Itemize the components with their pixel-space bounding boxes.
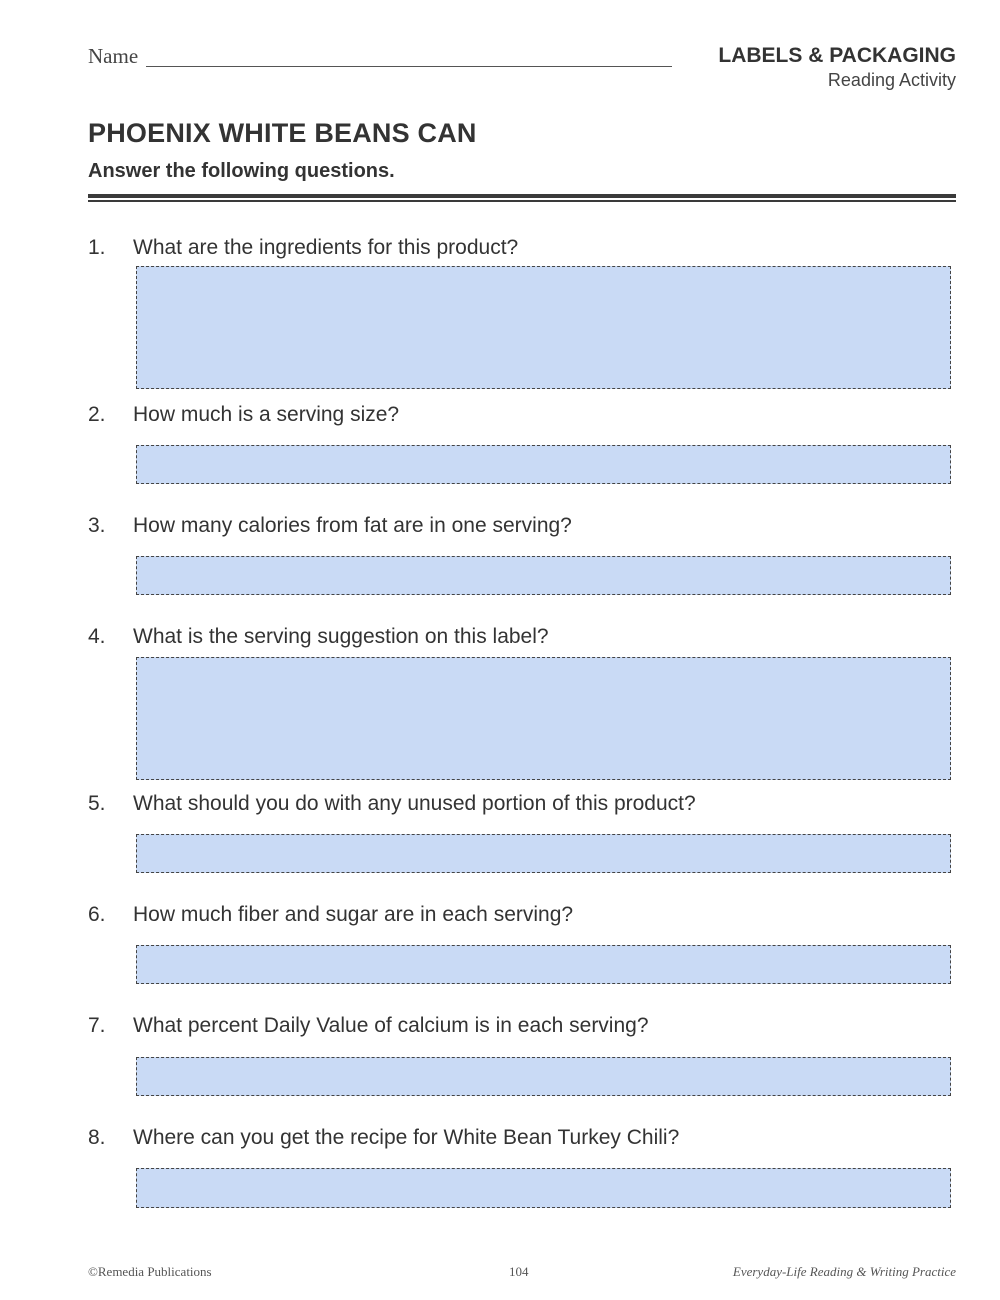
question-text: How much is a serving size?	[133, 403, 400, 426]
divider-thick	[88, 194, 956, 198]
answer-box[interactable]	[136, 445, 951, 484]
answer-box[interactable]	[136, 834, 951, 873]
answer-box[interactable]	[136, 266, 951, 389]
footer-book-title: Everyday-Life Reading & Writing Practice	[732, 1264, 956, 1279]
question-text: How much fiber and sugar are in each serving?	[133, 903, 574, 926]
page-title: PHOENIX WHITE BEANS CAN	[88, 118, 477, 148]
section-title: LABELS & PACKAGING	[718, 44, 956, 67]
question-text: What should you do with any unused portion of this product?	[133, 792, 696, 815]
question-text: How many calories from fat are in one serving?	[133, 514, 572, 537]
footer-page-number: 104	[509, 1264, 529, 1279]
name-field-group	[88, 46, 672, 67]
name-label: Name	[88, 44, 139, 68]
name-input-line[interactable]	[146, 66, 672, 67]
answer-box[interactable]	[136, 1168, 951, 1208]
question-number: 5.	[88, 792, 106, 815]
question-text: What are the ingredients for this product?	[133, 236, 519, 259]
divider-thin	[88, 200, 956, 202]
answer-box[interactable]	[136, 1057, 951, 1096]
answer-box[interactable]	[136, 556, 951, 595]
question-number: 7.	[88, 1014, 106, 1037]
question-text: Where can you get the recipe for White Bean Turkey Chili?	[133, 1126, 680, 1149]
question-number: 4.	[88, 625, 106, 648]
question-number: 1.	[88, 236, 106, 259]
instructions: Answer the following questions.	[88, 160, 395, 182]
answer-box[interactable]	[136, 945, 951, 984]
question-text: What is the serving suggestion on this label?	[133, 625, 549, 648]
footer-publisher: ©Remedia Publications	[88, 1264, 212, 1279]
question-number: 2.	[88, 403, 106, 426]
question-number: 8.	[88, 1126, 106, 1149]
answer-box[interactable]	[136, 657, 951, 780]
question-text: What percent Daily Value of calcium is in each serving?	[133, 1014, 649, 1037]
section-subtitle: Reading Activity	[827, 70, 956, 91]
question-number: 3.	[88, 514, 106, 537]
question-number: 6.	[88, 903, 106, 926]
section-header	[718, 44, 956, 91]
